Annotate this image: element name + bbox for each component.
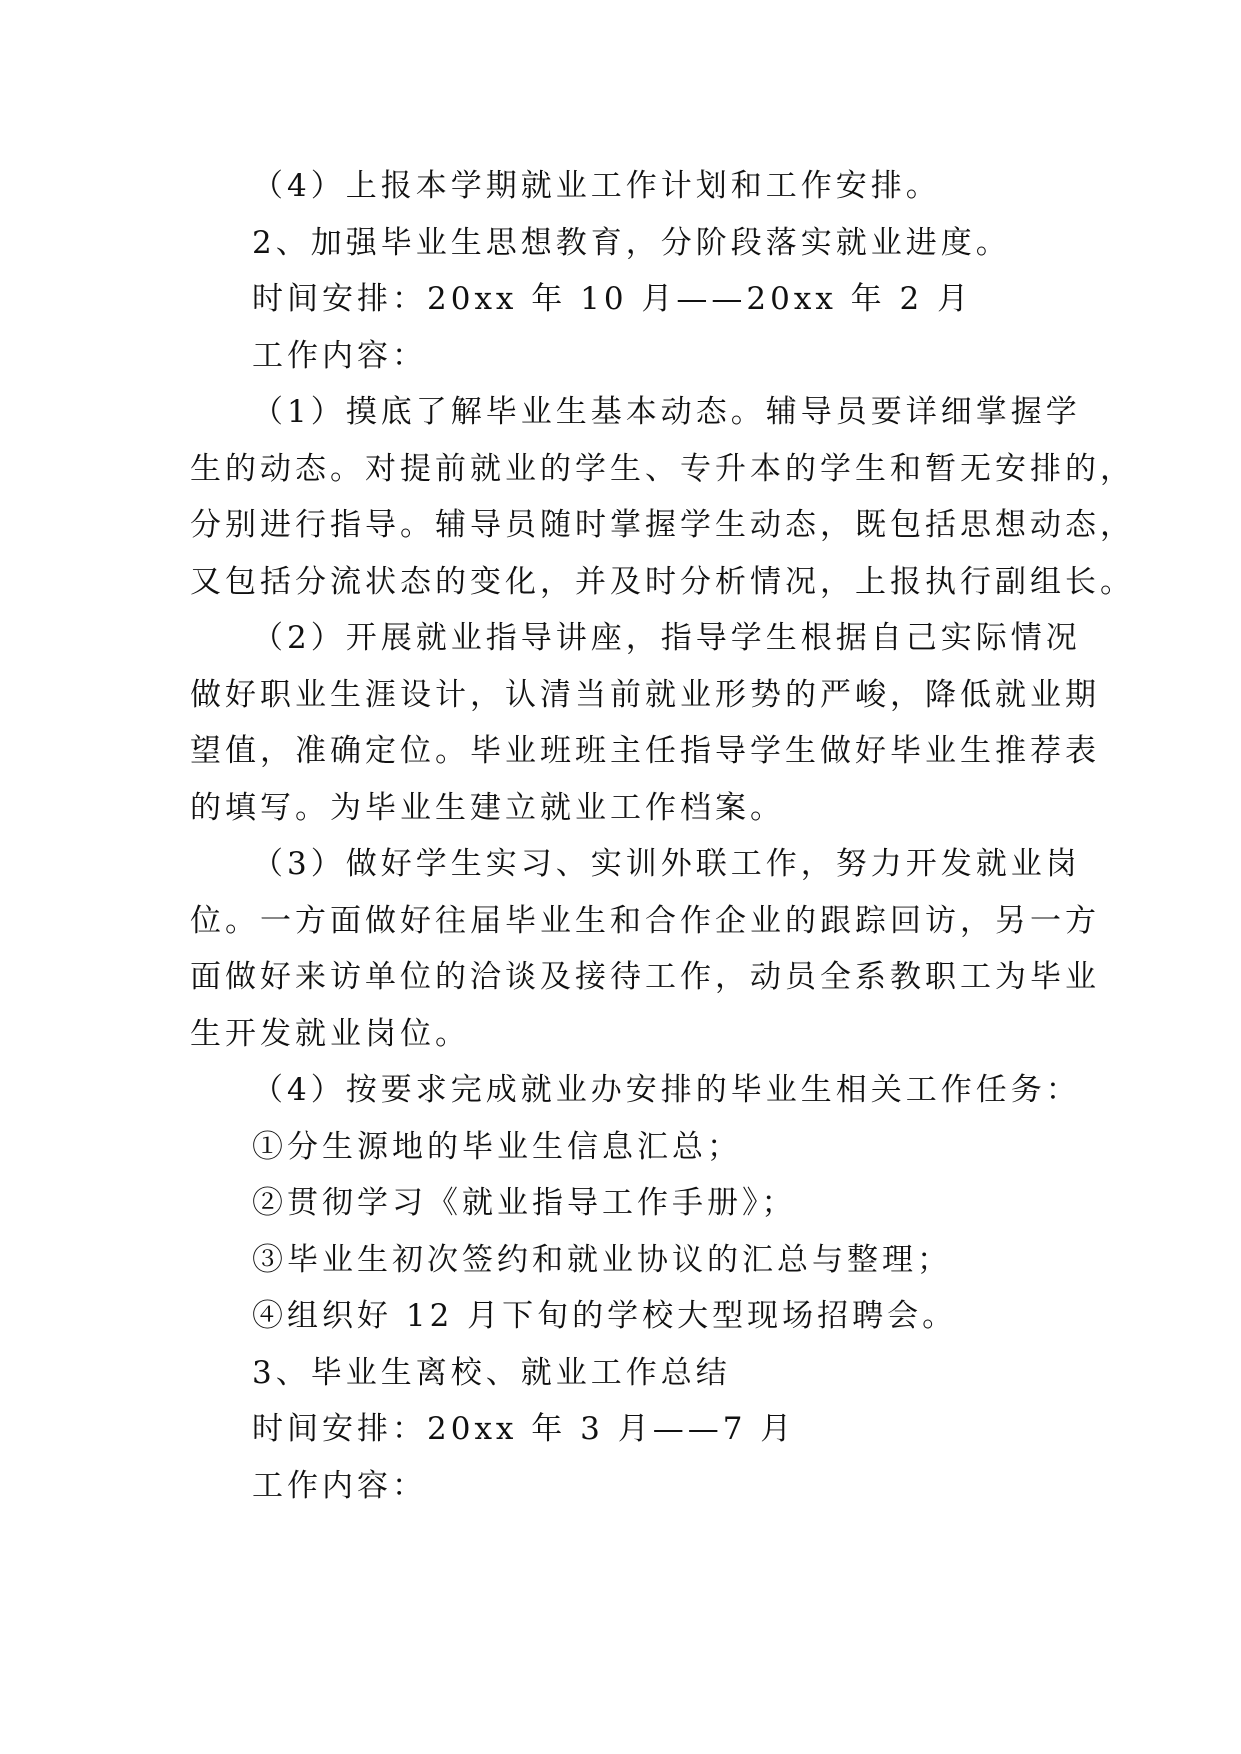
section-2-content-label: 工作内容： [252,337,427,374]
task-4: ④组织好 12 月下旬的学校大型现场招聘会。 [252,1298,958,1334]
section-3-schedule: 时间安排：20xx 年 3 月——7 月 [252,1411,796,1447]
task-1: ①分生源地的毕业生信息汇总； [252,1128,742,1165]
paragraph-line: （3）做好学生实习、实训外联工作，努力开发就业岗 [252,846,1081,882]
paragraph-line: 分别进行指导。辅导员随时掌握学生动态，既包括思想动态， [190,507,1135,543]
section-2-schedule: 时间安排：20xx 年 10 月——20xx 年 2 月 [252,281,973,317]
paragraph-line: 位。一方面做好往届毕业生和合作企业的跟踪回访，另一方 [190,902,1100,939]
paragraph-line: 望值，准确定位。毕业班班主任指导学生做好毕业生推荐表 [190,733,1100,769]
paragraph-line: 的填写。为毕业生建立就业工作档案。 [190,789,785,826]
section-3-heading: 3、毕业生离校、就业工作总结 [252,1354,731,1391]
item-4-tasks: （4）按要求完成就业办安排的毕业生相关工作任务： [252,1072,1081,1108]
paragraph-line: （1）摸底了解毕业生基本动态。辅导员要详细掌握学 [252,394,1081,430]
section-2-heading: 2、加强毕业生思想教育，分阶段落实就业进度。 [252,224,1011,261]
task-2: ②贯彻学习《就业指导工作手册》； [252,1185,797,1221]
paragraph-line: 生的动态。对提前就业的学生、专升本的学生和暂无安排的， [190,450,1135,487]
paragraph-item-3 [190,836,1100,1062]
paragraph-line: （2）开展就业指导讲座，指导学生根据自己实际情况 [252,620,1081,656]
section-3-content-label: 工作内容： [252,1467,427,1504]
paragraph-line: 生开发就业岗位。 [190,1015,470,1052]
paragraph-line: 面做好来访单位的洽谈及接待工作，动员全系教职工为毕业 [190,959,1100,995]
document-body [190,158,1135,1514]
task-3: ③毕业生初次签约和就业协议的汇总与整理； [252,1241,952,1278]
item-4-report-plan: （4）上报本学期就业工作计划和工作安排。 [252,168,941,204]
paragraph-line: 做好职业生涯设计，认清当前就业形势的严峻，降低就业期 [190,676,1100,713]
paragraph-line: 又包括分流状态的变化，并及时分析情况，上报执行副组长。 [190,563,1135,600]
paragraph-item-1 [190,384,1135,610]
paragraph-item-2 [190,610,1100,836]
